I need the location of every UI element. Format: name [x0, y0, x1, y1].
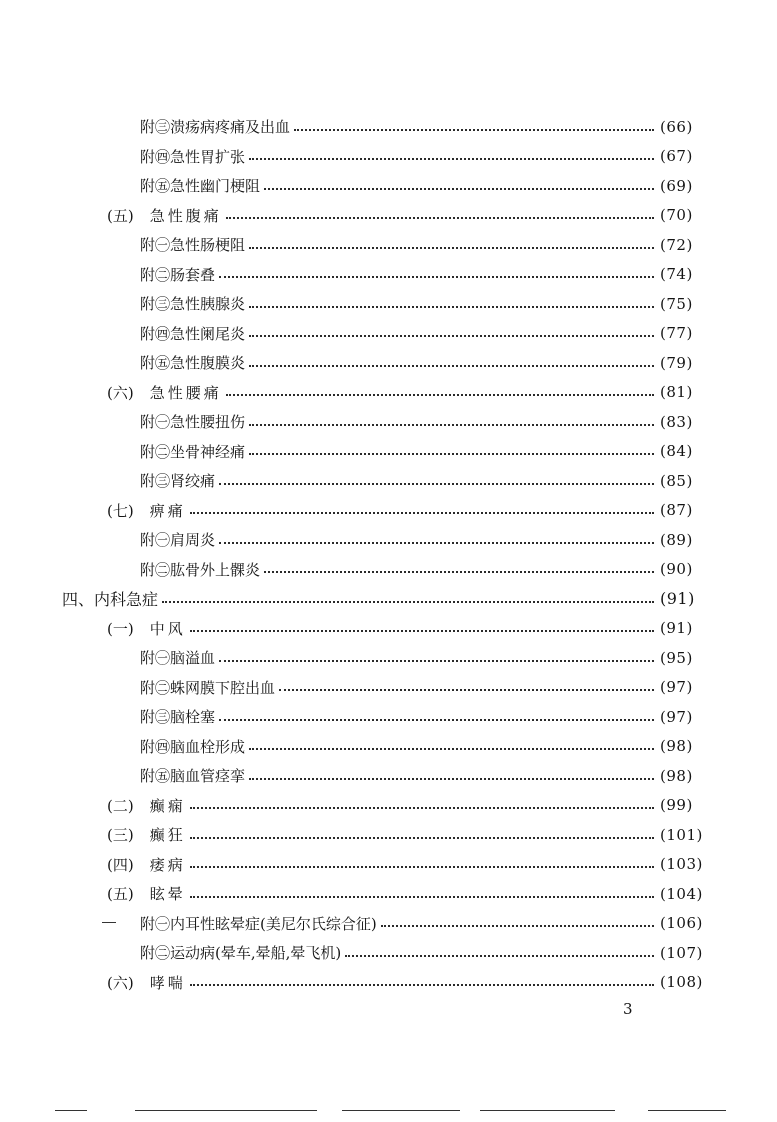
entry-title: 脑血栓形成 — [170, 737, 246, 756]
entry-prefix: 附㊂ — [140, 295, 171, 314]
toc-entry — [0, 968, 777, 998]
toc-entry — [0, 319, 777, 349]
entry-page-number: (81) — [660, 383, 693, 402]
bottom-rule — [480, 1110, 615, 1111]
dot-leader — [264, 188, 654, 190]
dot-leader — [249, 453, 654, 455]
toc-entry — [0, 850, 777, 880]
bottom-rule — [55, 1110, 87, 1111]
entry-prefix: (五) — [107, 206, 134, 225]
entry-prefix: 附㊂ — [140, 472, 171, 491]
toc-entry — [0, 496, 777, 526]
entry-title: 癫痫 — [149, 796, 186, 815]
dot-leader — [190, 512, 654, 514]
entry-prefix: 附㊀ — [140, 914, 171, 933]
dot-leader — [249, 778, 654, 780]
stray-mark — [102, 922, 116, 923]
toc-entry — [0, 171, 777, 201]
dot-leader — [381, 925, 654, 927]
toc-entry — [0, 614, 777, 644]
toc-entry — [0, 879, 777, 909]
dot-leader — [264, 571, 654, 573]
toc-entry — [0, 938, 777, 968]
entry-page-number: (85) — [660, 471, 693, 490]
toc-entry — [0, 732, 777, 762]
entry-title: 哮喘 — [149, 973, 186, 992]
entry-page-number: (91) — [660, 619, 693, 638]
entry-page-number: (91) — [660, 589, 695, 609]
entry-title: 肠套叠 — [170, 265, 216, 284]
entry-prefix: 附㊁ — [140, 265, 171, 284]
entry-prefix: 附㊄ — [140, 177, 171, 196]
dot-leader — [249, 365, 654, 367]
entry-page-number: (99) — [660, 796, 693, 815]
entry-title: 眩晕 — [149, 885, 186, 904]
entry-title: 内耳性眩晕症(美尼尔氏综合征) — [170, 914, 377, 933]
entry-title: 蛛网膜下腔出血 — [170, 678, 276, 697]
entry-title: 痿病 — [149, 855, 186, 874]
entry-page-number: (72) — [660, 235, 693, 254]
entry-page-number: (106) — [660, 914, 703, 933]
entry-prefix: (七) — [107, 501, 134, 520]
toc-entry — [0, 761, 777, 791]
dot-leader — [219, 660, 654, 662]
entry-title: 癫狂 — [149, 826, 186, 845]
entry-title: 急性腰痛 — [149, 383, 222, 402]
entry-title: 肱骨外上髁炎 — [170, 560, 261, 579]
toc-entry — [0, 378, 777, 408]
dot-leader — [190, 630, 654, 632]
entry-page-number: (97) — [660, 678, 693, 697]
toc-entry — [0, 791, 777, 821]
entry-title: 脑溢血 — [170, 649, 216, 668]
toc-entry — [0, 909, 777, 939]
entry-prefix: 附㊁ — [140, 944, 171, 963]
entry-prefix: 附㊃ — [140, 147, 171, 166]
table-of-contents — [0, 112, 777, 997]
entry-title: 中风 — [149, 619, 186, 638]
toc-entry — [0, 260, 777, 290]
entry-prefix: (六) — [107, 973, 134, 992]
entry-title: 急性腰扭伤 — [170, 413, 246, 432]
dot-leader — [249, 424, 654, 426]
dot-leader — [190, 896, 654, 898]
dot-leader — [190, 837, 654, 839]
dot-leader — [162, 601, 654, 603]
dot-leader — [226, 217, 654, 219]
dot-leader — [345, 955, 654, 957]
entry-page-number: (90) — [660, 560, 693, 579]
toc-entry — [0, 142, 777, 172]
entry-page-number: (70) — [660, 206, 693, 225]
toc-entry — [0, 673, 777, 703]
entry-prefix: (三) — [107, 826, 134, 845]
entry-prefix: 附㊀ — [140, 236, 171, 255]
page-number: 3 — [623, 1000, 633, 1018]
toc-entry — [0, 555, 777, 585]
dot-leader — [249, 335, 654, 337]
toc-entry — [0, 201, 777, 231]
entry-page-number: (66) — [660, 117, 693, 136]
entry-prefix: 附㊃ — [140, 737, 171, 756]
entry-title: 痹痛 — [149, 501, 186, 520]
entry-title: 急性胃扩张 — [170, 147, 246, 166]
dot-leader — [226, 394, 654, 396]
entry-title: 急性胰腺炎 — [170, 295, 246, 314]
dot-leader — [249, 158, 654, 160]
entry-page-number: (87) — [660, 501, 693, 520]
toc-entry — [0, 112, 777, 142]
entry-title: 坐骨神经痛 — [170, 442, 246, 461]
entry-page-number: (98) — [660, 766, 693, 785]
entry-title: 肾绞痛 — [170, 472, 216, 491]
entry-title: 四、内科急症 — [62, 590, 159, 610]
dot-leader — [190, 807, 654, 809]
entry-title: 急性阑尾炎 — [170, 324, 246, 343]
entry-prefix: (二) — [107, 796, 134, 815]
entry-page-number: (79) — [660, 353, 693, 372]
entry-title: 急性腹痛 — [149, 206, 222, 225]
toc-entry — [0, 525, 777, 555]
entry-prefix: 附㊃ — [140, 324, 171, 343]
bottom-rule — [342, 1110, 460, 1111]
entry-prefix: 附㊂ — [140, 118, 171, 137]
entry-page-number: (101) — [660, 825, 703, 844]
entry-page-number: (84) — [660, 442, 693, 461]
entry-title: 运动病(晕车,晕船,晕飞机) — [170, 944, 342, 963]
entry-page-number: (67) — [660, 147, 693, 166]
toc-entry — [0, 643, 777, 673]
entry-title: 溃疡病疼痛及出血 — [170, 118, 291, 137]
entry-prefix: (五) — [107, 885, 134, 904]
toc-entry — [0, 437, 777, 467]
dot-leader — [249, 748, 654, 750]
entry-prefix: 附㊀ — [140, 649, 171, 668]
entry-page-number: (104) — [660, 884, 703, 903]
entry-page-number: (69) — [660, 176, 693, 195]
dot-leader — [219, 483, 654, 485]
entry-title: 急性肠梗阻 — [170, 236, 246, 255]
toc-entry — [0, 348, 777, 378]
toc-entry — [0, 820, 777, 850]
toc-entry — [0, 230, 777, 260]
entry-page-number: (107) — [660, 943, 703, 962]
toc-entry — [0, 289, 777, 319]
entry-page-number: (103) — [660, 855, 703, 874]
entry-page-number: (98) — [660, 737, 693, 756]
entry-prefix: 附㊄ — [140, 767, 171, 786]
entry-page-number: (89) — [660, 530, 693, 549]
dot-leader — [279, 689, 654, 691]
entry-prefix: 附㊁ — [140, 678, 171, 697]
dot-leader — [190, 984, 654, 986]
entry-page-number: (74) — [660, 265, 693, 284]
entry-page-number: (77) — [660, 324, 693, 343]
dot-leader — [249, 306, 654, 308]
entry-prefix: (四) — [107, 855, 134, 874]
toc-entry — [0, 466, 777, 496]
dot-leader — [219, 542, 654, 544]
entry-page-number: (75) — [660, 294, 693, 313]
entry-prefix: 附㊁ — [140, 442, 171, 461]
dot-leader — [219, 276, 654, 278]
dot-leader — [190, 866, 654, 868]
entry-prefix: 附㊀ — [140, 531, 171, 550]
dot-leader — [249, 247, 654, 249]
entry-prefix: 附㊄ — [140, 354, 171, 373]
entry-title: 肩周炎 — [170, 531, 216, 550]
toc-entry — [0, 702, 777, 732]
entry-title: 急性腹膜炎 — [170, 354, 246, 373]
entry-page-number: (95) — [660, 648, 693, 667]
bottom-rule — [135, 1110, 317, 1111]
entry-prefix: (一) — [107, 619, 134, 638]
toc-entry — [0, 407, 777, 437]
toc-entry — [0, 584, 777, 614]
entry-title: 脑血管痉挛 — [170, 767, 246, 786]
entry-page-number: (108) — [660, 973, 703, 992]
dot-leader — [294, 129, 654, 131]
entry-prefix: 附㊁ — [140, 560, 171, 579]
entry-page-number: (97) — [660, 707, 693, 726]
entry-title: 脑栓塞 — [170, 708, 216, 727]
entry-prefix: 附㊂ — [140, 708, 171, 727]
entry-page-number: (83) — [660, 412, 693, 431]
bottom-rule — [648, 1110, 726, 1111]
dot-leader — [219, 719, 654, 721]
entry-prefix: (六) — [107, 383, 134, 402]
entry-title: 急性幽门梗阻 — [170, 177, 261, 196]
entry-prefix: 附㊀ — [140, 413, 171, 432]
